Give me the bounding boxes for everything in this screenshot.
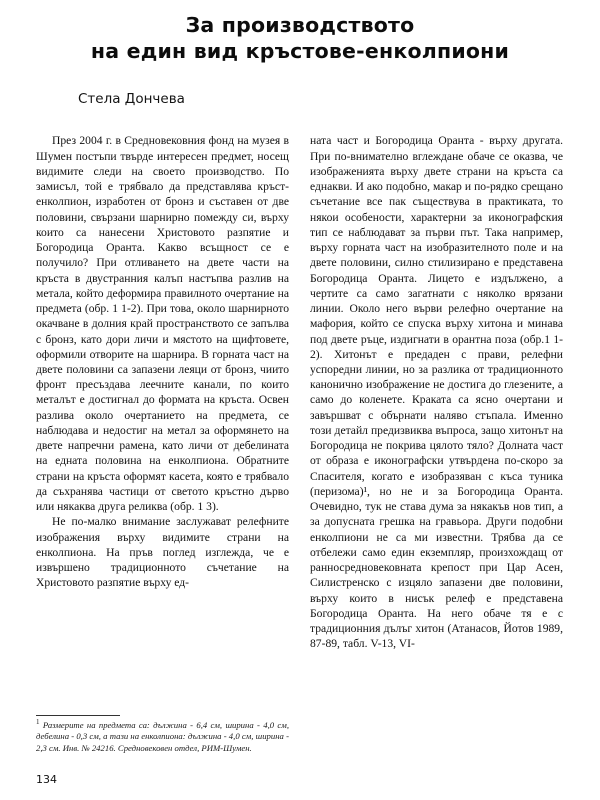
paragraph: Не по-малко внимание заслужават релефните изображения върху видимите страни на енколпиона. На пръв поглед изглежда, че е извършено традиционното съчетание на Христовото разпятие върху ед- xyxy=(36,515,289,590)
page-title xyxy=(36,12,564,64)
article-columns xyxy=(36,133,564,651)
footnote-body: Размерите на предмета са: дължина - 6,4 см, ширина - 4,0 см, дебелина - 0,3 см, а тази на енколпиона: дължина - 4,0 см, ширина - 2,3 см. Инв. № 24216. Средновековен отдел, РИМ-Шумен. xyxy=(36,720,290,753)
title-line-2: на един вид кръстове-енколпиони xyxy=(90,39,510,64)
footnote-marker: 1 xyxy=(36,718,40,727)
footnote-area xyxy=(36,715,289,754)
author-name: Стела Дончева xyxy=(78,91,185,108)
title-line-1: За производството xyxy=(185,13,415,37)
paragraph: През 2004 г. в Средновековния фонд на музея в Шумен постъпи твърде интересен предмет, носещ видимите следи на своето производство. По замисъл, той е трябвало да представлява кръст-енколпион, изработен от бронз и съставен от две половини, свързани шарнирно помежду си, върху които са нанесени Христовото разпятие и Богородица Оранта. Какво всъщност се е получило? При отливането на двете части на кръста в двустранния калъп настъпва разлив на метала, който деформира правилното очертание на предмета (обр. 1 1-2). При това, около шарнирното окачване в долния край пространството се запълва с бронз, като дори личи и мястото на щифтовете, оформили отворите на шарнира. В горната част на двете половини са запазени леяци от бронз, чиито фронт пресъздава леечните канали, по които металът е достигнал до формата на кръста. Освен разлива около очертанието на предмета, се наблюдава и недостиг на метал за оформянето на двете напречни рамена, като личи от дебелината на едната половина на енколпиона. Обратните страни на кръста оформят касета, която е трябвало да съхранява частици от светото кръстно дърво или някаква друга реликва (обр. 1 3). xyxy=(36,134,289,514)
page-number: 134 xyxy=(36,773,57,786)
right-column xyxy=(310,133,563,651)
footnote-text xyxy=(36,718,289,754)
footnote-separator xyxy=(36,715,120,716)
left-column xyxy=(36,133,289,590)
paragraph: ната част и Богородица Оранта - върху другата. При по-внимателно вглеждане обаче се оказва, че изображенията върху двете страни на кръста са еднакви. И ако подобно, макар и по-рядко срещано съчетание все пак съществува в практиката, то някои особености, характерни за иконографския тип се наблюдават за първи път. Така например, върху горната част на изобразителното поле и на двете половини, силно стилизирано е представена Богородица Оранта. Лицето е издължено, а чертите са само загатнати с няколко врязани линии. Около него върви релефно очертание на мафория, който се спуска върху хитона и минава под двете ръце, издигнати в орантна поза (обр.1 1-2). Хитонът е предаден с прави, релефни успоредни линии, но за разлика от традиционното каноничнo изображение не достига до глезените, а само до коленете. Краката са ясно очертани и завършват с обърнати наляво стъпала. Именно този детайл предизвиква въпроса, защо хитонът на Богородица не покрива цялото тяло? Долната част от образа е иконографски утвърдена по-скоро за Спасителя, когато е изобразяван с къса туника (перизома)¹, но не и за Богородица Оранта. Очевидно, тук не става дума за някакъв нов тип, а за допусната грешка на гравьора. Други подобни енколпиони не са ми известни. Трябва да се отбележи само един екземпляр, произхождащ от ранносредновековната крепост при Цар Асен, Силистренско с изцяло запазени две половини, върху които в нисък релеф е представена Богородица Оранта. На него обаче тя е с традиционния дълъг хитон (Атанасов, Йотов 1989, 87-89, табл. V-13, VI- xyxy=(310,134,563,651)
